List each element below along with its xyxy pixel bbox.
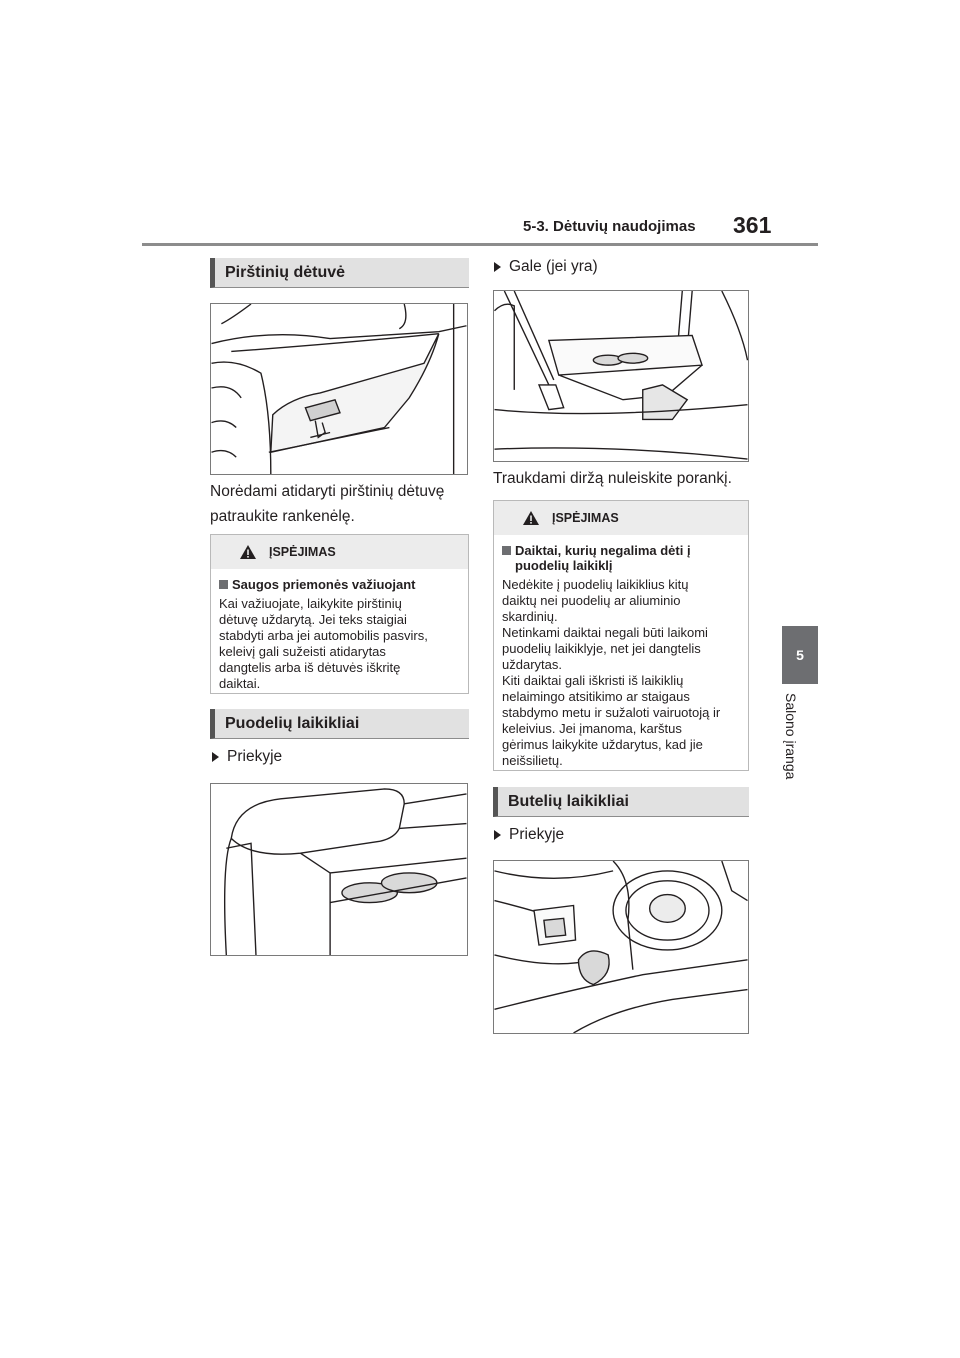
square-bullet-icon [502,546,511,555]
warning-triangle-icon [239,544,257,560]
warning-line: daiktai. [219,676,261,691]
header-divider [142,243,818,246]
front-cupholder-illustration [210,783,468,956]
warning-line: gėrimus laikykite uždarytus, kad jie [502,737,703,752]
warning-body [502,577,740,769]
rear-instruction: Traukdami diržą nuleiskite porankį. [493,470,732,487]
chapter-title-text: Salono įranga [783,693,799,780]
warning-title-text: Saugos priemonės važiuojant [232,577,416,592]
cupholder-heading: Puodelių laikikliai [210,709,469,739]
square-bullet-icon [219,580,228,589]
warning-line: skardinių. [502,609,558,624]
warning-line: dangtelis arba iš dėtuvės iškritę [219,660,401,675]
warning-body [219,596,460,692]
glovebox-heading: Pirštinių dėtuvė [210,258,469,288]
bottle-holder-heading: Butelių laikikliai [493,787,749,817]
glovebox-text-line2: patraukite rankenėlę. [210,508,355,525]
page-number: 361 [733,212,772,238]
glovebox-text-line1: Norėdami atidaryti pirštinių dėtuvę [210,483,445,500]
bottle-holder-illustration [493,860,749,1034]
warning-label: ĮSPĖJIMAS [269,545,336,559]
warning-line: nelaimingo atsitikimo ar staigaus [502,689,690,704]
warning-title [502,543,740,573]
front-cupholder-label [212,748,282,766]
warning-line: uždarytas. [502,657,562,672]
warning-title [219,577,460,592]
triangle-bullet-icon [494,262,501,272]
front-bottle-label [494,826,564,844]
triangle-bullet-icon [494,830,501,840]
warning-line: keleivį gali sužeisti atidarytas [219,644,386,659]
warning-line: stabdymo metu ir sužaloti vairuotoją ir [502,705,721,720]
rear-cupholder-illustration [493,290,749,462]
warning-line: Nedėkite į puodelių laikiklius kitų [502,577,689,592]
warning-box-glovebox [210,534,469,694]
warning-triangle-icon [522,510,540,526]
warning-line: neišsilietų. [502,753,563,768]
front-label-text: Priekyje [509,826,565,843]
rear-cupholder-label [494,258,598,276]
chapter-title [775,693,805,803]
warning-line: Kiti daiktai gali iškristi iš laikiklių [502,673,684,688]
warning-header [494,501,748,535]
warning-line: Netinkami daiktai negali būti laikomi [502,625,708,640]
warning-box-cupholder [493,500,749,771]
warning-line: stabdyti arba jei automobilis pasvirs, [219,628,428,643]
glovebox-instruction [210,479,444,529]
warning-line: daiktų nei puodelių ar aliuminio [502,593,681,608]
rear-label-text: Gale (jei yra) [509,258,598,275]
section-title: 5-3. Dėtuvių naudojimas [523,218,696,235]
warning-line: Kai važiuojate, laikykite pirštinių [219,596,402,611]
warning-header [211,535,468,569]
warning-line: dėtuvę uždarytą. Jei teks staigiai [219,612,407,627]
warning-line: keleivius. Jei įmanoma, karštus [502,721,682,736]
triangle-bullet-icon [212,752,219,762]
glovebox-illustration [210,303,468,475]
warning-title-line1: Daiktai, kurių negalima dėti į [515,543,691,558]
warning-line: puodelių laikiklyje, net jei dangtelis [502,641,701,656]
front-label-text: Priekyje [227,748,283,765]
warning-title-line2: puodelių laikiklį [515,558,613,573]
warning-label: ĮSPĖJIMAS [552,511,619,525]
chapter-tab: 5 [782,626,818,684]
